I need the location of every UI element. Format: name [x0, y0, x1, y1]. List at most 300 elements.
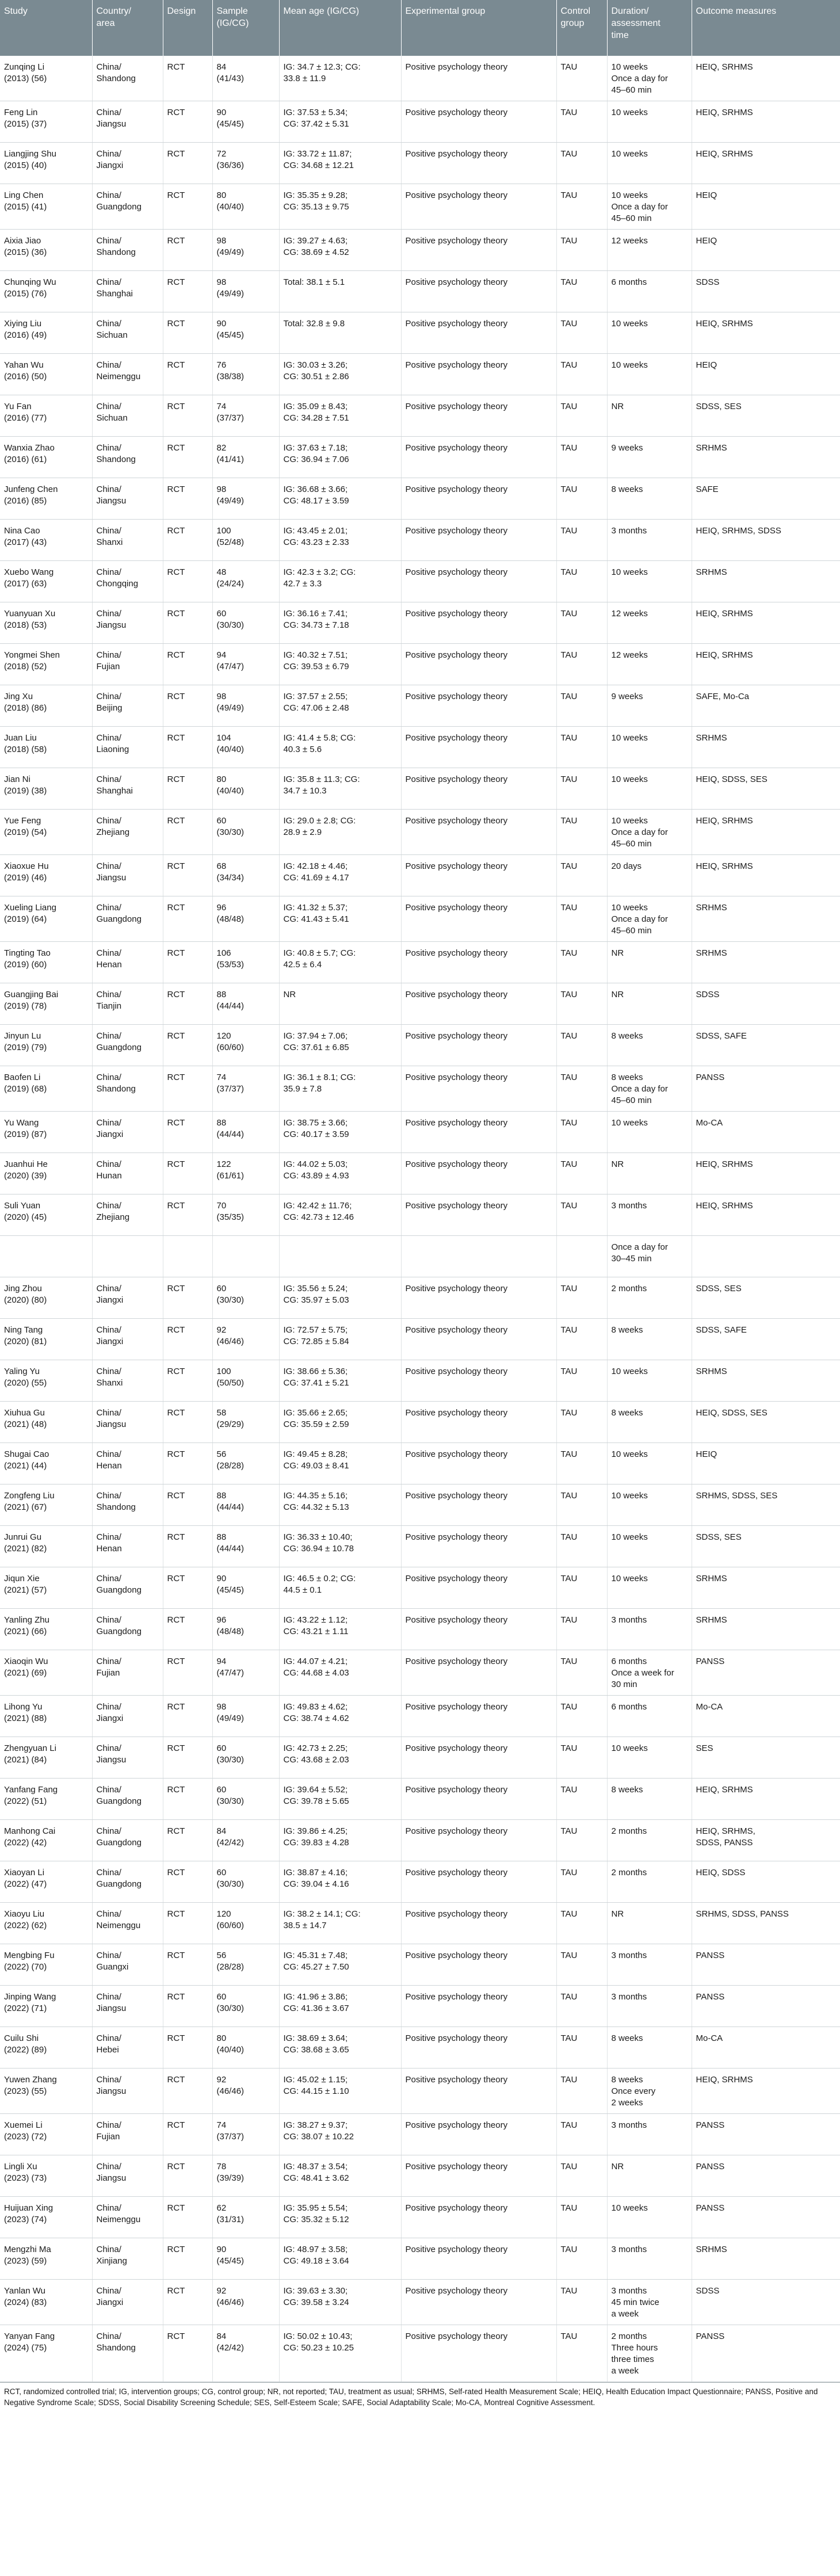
outcome-measures-cell: Mo-CA [692, 2027, 840, 2069]
design-cell: RCT [163, 768, 212, 810]
mean-age-cell: IG: 39.27 ± 4.63; CG: 38.69 ± 4.52 [279, 230, 401, 271]
sample-cell: 60 (30/30) [212, 1986, 279, 2027]
study-cell: Xiying Liu (2016) (49) [0, 312, 92, 354]
sample-cell: 80 (40/40) [212, 2027, 279, 2069]
design-cell: RCT [163, 1696, 212, 1737]
sample-cell: 74 (37/37) [212, 395, 279, 437]
country-cell: China/ Jiangsu [92, 2069, 163, 2114]
table-row [0, 2197, 840, 2238]
sample-cell: 80 (40/40) [212, 184, 279, 230]
outcome-measures-cell: HEIQ, SRHMS [692, 1194, 840, 1236]
outcome-measures-cell: HEIQ [692, 1443, 840, 1484]
mean-age-cell: IG: 40.8 ± 5.7; CG: 42.5 ± 6.4 [279, 942, 401, 983]
duration-cell: 10 weeks [607, 2197, 692, 2238]
column-header: Country/ area [92, 0, 163, 56]
table-row [0, 1153, 840, 1194]
experimental-group-cell: Positive psychology theory [401, 1861, 556, 1903]
country-cell: China/ Guangdong [92, 1025, 163, 1066]
mean-age-cell: IG: 49.83 ± 4.62; CG: 38.74 ± 4.62 [279, 1696, 401, 1737]
country-cell: China/ Sichuan [92, 312, 163, 354]
country-cell: China/ Jiangsu [92, 602, 163, 644]
mean-age-cell: IG: 36.33 ± 10.40; CG: 36.94 ± 10.78 [279, 1526, 401, 1567]
column-header: Sample (IG/CG) [212, 0, 279, 56]
table-row [0, 1194, 840, 1236]
duration-cell: 8 weeks [607, 1402, 692, 1443]
design-cell: RCT [163, 354, 212, 395]
outcome-measures-cell: SRHMS [692, 727, 840, 768]
table-row [0, 354, 840, 395]
study-cell: Huijuan Xing (2023) (74) [0, 2197, 92, 2238]
sample-cell: 90 (45/45) [212, 2238, 279, 2280]
duration-cell: 10 weeks [607, 561, 692, 602]
outcome-measures-cell: HEIQ, SRHMS [692, 143, 840, 184]
outcome-measures-cell [692, 1236, 840, 1277]
study-cell: Junrui Gu (2021) (82) [0, 1526, 92, 1567]
design-cell: RCT [163, 727, 212, 768]
experimental-group-cell: Positive psychology theory [401, 727, 556, 768]
country-cell: China/ Shanghai [92, 271, 163, 312]
experimental-group-cell: Positive psychology theory [401, 1986, 556, 2027]
control-group-cell: TAU [556, 1737, 607, 1779]
study-cell: Xiaoyu Liu (2022) (62) [0, 1903, 92, 1944]
sample-cell: 104 (40/40) [212, 727, 279, 768]
control-group-cell: TAU [556, 2280, 607, 2325]
experimental-group-cell: Positive psychology theory [401, 271, 556, 312]
design-cell: RCT [163, 810, 212, 855]
outcome-measures-cell: PANSS [692, 2114, 840, 2155]
experimental-group-cell: Positive psychology theory [401, 1779, 556, 1820]
column-header: Duration/ assessment time [607, 0, 692, 56]
experimental-group-cell: Positive psychology theory [401, 1025, 556, 1066]
duration-cell: 6 months [607, 271, 692, 312]
duration-cell: 8 weeks [607, 478, 692, 520]
control-group-cell: TAU [556, 56, 607, 101]
mean-age-cell: IG: 37.53 ± 5.34; CG: 37.42 ± 5.31 [279, 101, 401, 143]
mean-age-cell: IG: 38.66 ± 5.36; CG: 37.41 ± 5.21 [279, 1360, 401, 1402]
design-cell: RCT [163, 896, 212, 942]
study-cell: Mengbing Fu (2022) (70) [0, 1944, 92, 1986]
table-row [0, 2027, 840, 2069]
table-row [0, 2280, 840, 2325]
study-cell: Ning Tang (2020) (81) [0, 1319, 92, 1360]
country-cell: China/ Guangdong [92, 1779, 163, 1820]
column-header: Experimental group [401, 0, 556, 56]
table-row [0, 602, 840, 644]
table-row [0, 1696, 840, 1737]
outcome-measures-cell: SDSS, SAFE [692, 1319, 840, 1360]
country-cell: China/ Guangdong [92, 184, 163, 230]
column-header: Design [163, 0, 212, 56]
duration-cell: 3 months 45 min twice a week [607, 2280, 692, 2325]
control-group-cell: TAU [556, 2027, 607, 2069]
study-cell: Chunqing Wu (2015) (76) [0, 271, 92, 312]
outcome-measures-cell: Mo-CA [692, 1696, 840, 1737]
duration-cell: NR [607, 2155, 692, 2197]
experimental-group-cell: Positive psychology theory [401, 143, 556, 184]
study-cell: Suli Yuan (2020) (45) [0, 1194, 92, 1236]
study-cell: Guangjing Bai (2019) (78) [0, 983, 92, 1025]
control-group-cell: TAU [556, 1360, 607, 1402]
sample-cell: 84 (42/42) [212, 1820, 279, 1861]
control-group-cell: TAU [556, 942, 607, 983]
duration-cell: Once a day for 30–45 min [607, 1236, 692, 1277]
sample-cell: 72 (36/36) [212, 143, 279, 184]
study-cell: Yanyan Fang (2024) (75) [0, 2325, 92, 2382]
sample-cell: 58 (29/29) [212, 1402, 279, 1443]
sample-cell: 106 (53/53) [212, 942, 279, 983]
sample-cell: 60 (30/30) [212, 1737, 279, 1779]
study-cell: Xiaoqin Wu (2021) (69) [0, 1650, 92, 1696]
table-row [0, 1820, 840, 1861]
control-group-cell: TAU [556, 1779, 607, 1820]
experimental-group-cell: Positive psychology theory [401, 855, 556, 896]
duration-cell: NR [607, 942, 692, 983]
sample-cell: 80 (40/40) [212, 768, 279, 810]
study-cell: Tingting Tao (2019) (60) [0, 942, 92, 983]
experimental-group-cell: Positive psychology theory [401, 230, 556, 271]
country-cell: China/ Guangdong [92, 1567, 163, 1609]
study-cell: Xueling Liang (2019) (64) [0, 896, 92, 942]
outcome-measures-cell: HEIQ, SRHMS, SDSS [692, 520, 840, 561]
sample-cell: 96 (48/48) [212, 1609, 279, 1650]
experimental-group-cell: Positive psychology theory [401, 2280, 556, 2325]
sample-cell: 92 (46/46) [212, 1319, 279, 1360]
design-cell: RCT [163, 520, 212, 561]
mean-age-cell: IG: 36.1 ± 8.1; CG: 35.9 ± 7.8 [279, 1066, 401, 1112]
control-group-cell: TAU [556, 230, 607, 271]
design-cell: RCT [163, 1153, 212, 1194]
duration-cell: 12 weeks [607, 230, 692, 271]
duration-cell: 12 weeks [607, 644, 692, 685]
table-row [0, 768, 840, 810]
experimental-group-cell: Positive psychology theory [401, 1944, 556, 1986]
outcome-measures-cell: SAFE [692, 478, 840, 520]
experimental-group-cell: Positive psychology theory [401, 520, 556, 561]
outcome-measures-cell: Mo-CA [692, 1112, 840, 1153]
study-cell: Xiuhua Gu (2021) (48) [0, 1402, 92, 1443]
country-cell: China/ Guangdong [92, 896, 163, 942]
table-row [0, 230, 840, 271]
table-row [0, 942, 840, 983]
column-header: Outcome measures [692, 0, 840, 56]
study-cell: Zhengyuan Li (2021) (84) [0, 1737, 92, 1779]
experimental-group-cell: Positive psychology theory [401, 1194, 556, 1236]
duration-cell: 8 weeks [607, 2027, 692, 2069]
design-cell: RCT [163, 2027, 212, 2069]
outcome-measures-cell: SES [692, 1737, 840, 1779]
sample-cell: 84 (41/43) [212, 56, 279, 101]
outcome-measures-cell: HEIQ, SDSS, SES [692, 1402, 840, 1443]
duration-cell: 9 weeks [607, 437, 692, 478]
experimental-group-cell: Positive psychology theory [401, 1443, 556, 1484]
experimental-group-cell: Positive psychology theory [401, 56, 556, 101]
sample-cell: 56 (28/28) [212, 1944, 279, 1986]
design-cell: RCT [163, 2114, 212, 2155]
experimental-group-cell: Positive psychology theory [401, 2069, 556, 2114]
control-group-cell: TAU [556, 1986, 607, 2027]
outcome-measures-cell: PANSS [692, 1650, 840, 1696]
table-row [0, 644, 840, 685]
table-row [0, 1066, 840, 1112]
sample-cell: 120 (60/60) [212, 1025, 279, 1066]
experimental-group-cell: Positive psychology theory [401, 1609, 556, 1650]
design-cell: RCT [163, 1567, 212, 1609]
control-group-cell: TAU [556, 2238, 607, 2280]
study-cell: Manhong Cai (2022) (42) [0, 1820, 92, 1861]
table-row [0, 727, 840, 768]
experimental-group-cell: Positive psychology theory [401, 2114, 556, 2155]
experimental-group-cell: Positive psychology theory [401, 1820, 556, 1861]
control-group-cell: TAU [556, 1567, 607, 1609]
outcome-measures-cell: SRHMS, SDSS, PANSS [692, 1903, 840, 1944]
control-group-cell: TAU [556, 1112, 607, 1153]
mean-age-cell: IG: 43.45 ± 2.01; CG: 43.23 ± 2.33 [279, 520, 401, 561]
table-row [0, 1319, 840, 1360]
mean-age-cell: IG: 41.4 ± 5.8; CG: 40.3 ± 5.6 [279, 727, 401, 768]
duration-cell: 10 weeks [607, 143, 692, 184]
mean-age-cell: IG: 48.37 ± 3.54; CG: 48.41 ± 3.62 [279, 2155, 401, 2197]
study-cell: Xuemei Li (2023) (72) [0, 2114, 92, 2155]
country-cell: China/ Jiangxi [92, 1696, 163, 1737]
design-cell: RCT [163, 1650, 212, 1696]
mean-age-cell: Total: 38.1 ± 5.1 [279, 271, 401, 312]
outcome-measures-cell: HEIQ, SRHMS [692, 1779, 840, 1820]
sample-cell: 60 (30/30) [212, 1277, 279, 1319]
control-group-cell: TAU [556, 644, 607, 685]
sample-cell: 84 (42/42) [212, 2325, 279, 2382]
duration-cell: 8 weeks [607, 1025, 692, 1066]
duration-cell: 10 weeks [607, 101, 692, 143]
outcome-measures-cell: HEIQ, SRHMS, SDSS, PANSS [692, 1820, 840, 1861]
outcome-measures-cell: SDSS, SES [692, 1277, 840, 1319]
table-row [0, 1402, 840, 1443]
country-cell: China/ Henan [92, 1526, 163, 1567]
table-row [0, 1277, 840, 1319]
design-cell: RCT [163, 1820, 212, 1861]
design-cell: RCT [163, 2280, 212, 2325]
country-cell: China/ Jiangsu [92, 1402, 163, 1443]
design-cell: RCT [163, 1360, 212, 1402]
outcome-measures-cell: PANSS [692, 1944, 840, 1986]
experimental-group-cell: Positive psychology theory [401, 312, 556, 354]
control-group-cell: TAU [556, 2197, 607, 2238]
table-row [0, 1609, 840, 1650]
mean-age-cell: IG: 49.45 ± 8.28; CG: 49.03 ± 8.41 [279, 1443, 401, 1484]
country-cell: China/ Shandong [92, 437, 163, 478]
outcome-measures-cell: SRHMS [692, 1609, 840, 1650]
outcome-measures-cell: HEIQ, SRHMS [692, 855, 840, 896]
study-cell [0, 1236, 92, 1277]
outcome-measures-cell: PANSS [692, 2325, 840, 2382]
design-cell: RCT [163, 395, 212, 437]
design-cell [163, 1236, 212, 1277]
duration-cell: 10 weeks [607, 1360, 692, 1402]
mean-age-cell: IG: 35.8 ± 11.3; CG: 34.7 ± 10.3 [279, 768, 401, 810]
study-cell: Yu Wang (2019) (87) [0, 1112, 92, 1153]
sample-cell: 90 (45/45) [212, 312, 279, 354]
duration-cell: 10 weeks [607, 1112, 692, 1153]
country-cell: China/ Hunan [92, 1153, 163, 1194]
table-row [0, 312, 840, 354]
country-cell: China/ Guangxi [92, 1944, 163, 1986]
design-cell: RCT [163, 983, 212, 1025]
study-cell: Yanling Zhu (2021) (66) [0, 1609, 92, 1650]
sample-cell: 74 (37/37) [212, 1066, 279, 1112]
design-cell: RCT [163, 1194, 212, 1236]
experimental-group-cell: Positive psychology theory [401, 983, 556, 1025]
experimental-group-cell: Positive psychology theory [401, 768, 556, 810]
study-cell: Yahan Wu (2016) (50) [0, 354, 92, 395]
mean-age-cell: IG: 35.35 ± 9.28; CG: 35.13 ± 9.75 [279, 184, 401, 230]
design-cell: RCT [163, 2325, 212, 2382]
table-row [0, 1861, 840, 1903]
duration-cell: 10 weeks Once a day for 45–60 min [607, 896, 692, 942]
control-group-cell: TAU [556, 1861, 607, 1903]
sample-cell: 48 (24/24) [212, 561, 279, 602]
outcome-measures-cell: SRHMS, SDSS, SES [692, 1484, 840, 1526]
duration-cell: 8 weeks Once every 2 weeks [607, 2069, 692, 2114]
study-cell: Liangjing Shu (2015) (40) [0, 143, 92, 184]
experimental-group-cell: Positive psychology theory [401, 1112, 556, 1153]
design-cell: RCT [163, 1484, 212, 1526]
country-cell: China/ Shanghai [92, 768, 163, 810]
outcome-measures-cell: HEIQ, SDSS [692, 1861, 840, 1903]
column-header: Study [0, 0, 92, 56]
country-cell: China/ Hebei [92, 2027, 163, 2069]
experimental-group-cell: Positive psychology theory [401, 896, 556, 942]
duration-cell: 2 months [607, 1861, 692, 1903]
control-group-cell: TAU [556, 1443, 607, 1484]
mean-age-cell: IG: 35.56 ± 5.24; CG: 35.97 ± 5.03 [279, 1277, 401, 1319]
country-cell: China/ Fujian [92, 644, 163, 685]
table-footnote: RCT, randomized controlled trial; IG, intervention groups; CG, control group; NR, not reported; TAU, treatment as usual; SRHMS, Self-rated Health Measurement Scale; HEIQ, Health Education Impact Questionnaire; PANSS, Positive and Negative Syndrome Scale; SDSS, Social Disability Screening Schedule; SES, Self-Esteem Scale; SAFE, Social Adaptability Scale; Mo-CA, Montreal Cognitive Assessment. [0, 2382, 840, 2413]
table-row [0, 2114, 840, 2155]
study-cell: Jing Zhou (2020) (80) [0, 1277, 92, 1319]
control-group-cell: TAU [556, 2069, 607, 2114]
country-cell: China/ Beijing [92, 685, 163, 727]
outcome-measures-cell: SDSS [692, 983, 840, 1025]
study-cell: Yuwen Zhang (2023) (55) [0, 2069, 92, 2114]
sample-cell: 82 (41/41) [212, 437, 279, 478]
table-row [0, 561, 840, 602]
design-cell: RCT [163, 143, 212, 184]
experimental-group-cell: Positive psychology theory [401, 1737, 556, 1779]
table-row [0, 437, 840, 478]
duration-cell: 10 weeks [607, 312, 692, 354]
duration-cell: NR [607, 983, 692, 1025]
mean-age-cell: IG: 37.63 ± 7.18; CG: 36.94 ± 7.06 [279, 437, 401, 478]
design-cell: RCT [163, 855, 212, 896]
design-cell: RCT [163, 602, 212, 644]
experimental-group-cell: Positive psychology theory [401, 101, 556, 143]
mean-age-cell: IG: 39.86 ± 4.25; CG: 39.83 ± 4.28 [279, 1820, 401, 1861]
country-cell: China/ Jiangxi [92, 1112, 163, 1153]
country-cell: China/ Zhejiang [92, 810, 163, 855]
country-cell: China/ Neimenggu [92, 2197, 163, 2238]
outcome-measures-cell: HEIQ, SRHMS [692, 101, 840, 143]
design-cell: RCT [163, 685, 212, 727]
mean-age-cell: IG: 38.69 ± 3.64; CG: 38.68 ± 3.65 [279, 2027, 401, 2069]
design-cell: RCT [163, 1319, 212, 1360]
study-cell: Yue Feng (2019) (54) [0, 810, 92, 855]
control-group-cell: TAU [556, 437, 607, 478]
design-cell: RCT [163, 1779, 212, 1820]
control-group-cell: TAU [556, 2114, 607, 2155]
study-cell: Nina Cao (2017) (43) [0, 520, 92, 561]
country-cell: China/ Jiangxi [92, 1319, 163, 1360]
mean-age-cell: IG: 42.18 ± 4.46; CG: 41.69 ± 4.17 [279, 855, 401, 896]
table-row [0, 1903, 840, 1944]
experimental-group-cell: Positive psychology theory [401, 1319, 556, 1360]
outcome-measures-cell: SDSS, SES [692, 395, 840, 437]
outcome-measures-cell: HEIQ, SRHMS [692, 312, 840, 354]
sample-cell: 70 (35/35) [212, 1194, 279, 1236]
sample-cell: 90 (45/45) [212, 101, 279, 143]
sample-cell: 68 (34/34) [212, 855, 279, 896]
design-cell: RCT [163, 1025, 212, 1066]
duration-cell: 2 months [607, 1820, 692, 1861]
design-cell: RCT [163, 2069, 212, 2114]
outcome-measures-cell: HEIQ, SRHMS [692, 810, 840, 855]
country-cell: China/ Fujian [92, 2114, 163, 2155]
mean-age-cell [279, 1236, 401, 1277]
experimental-group-cell: Positive psychology theory [401, 1153, 556, 1194]
study-cell: Shugai Cao (2021) (44) [0, 1443, 92, 1484]
control-group-cell: TAU [556, 1484, 607, 1526]
duration-cell: 3 months [607, 1944, 692, 1986]
table-row [0, 1112, 840, 1153]
country-cell: China/ Jiangxi [92, 143, 163, 184]
control-group-cell: TAU [556, 1319, 607, 1360]
experimental-group-cell: Positive psychology theory [401, 395, 556, 437]
outcome-measures-cell: PANSS [692, 1066, 840, 1112]
duration-cell: 2 months Three hours three times a week [607, 2325, 692, 2382]
table-row [0, 1443, 840, 1484]
control-group-cell: TAU [556, 983, 607, 1025]
outcome-measures-cell: HEIQ, SRHMS [692, 2069, 840, 2114]
study-cell: Juan Liu (2018) (58) [0, 727, 92, 768]
outcome-measures-cell: HEIQ [692, 230, 840, 271]
control-group-cell: TAU [556, 727, 607, 768]
sample-cell: 94 (47/47) [212, 644, 279, 685]
control-group-cell: TAU [556, 184, 607, 230]
duration-cell: 2 months [607, 1277, 692, 1319]
sample-cell [212, 1236, 279, 1277]
duration-cell: 8 weeks Once a day for 45–60 min [607, 1066, 692, 1112]
control-group-cell: TAU [556, 685, 607, 727]
sample-cell: 98 (49/49) [212, 1696, 279, 1737]
country-cell: China/ Xinjiang [92, 2238, 163, 2280]
design-cell: RCT [163, 1112, 212, 1153]
sample-cell: 98 (49/49) [212, 685, 279, 727]
table-row [0, 685, 840, 727]
outcome-measures-cell: SRHMS [692, 1567, 840, 1609]
mean-age-cell: IG: 44.02 ± 5.03; CG: 43.89 ± 4.93 [279, 1153, 401, 1194]
sample-cell: 60 (30/30) [212, 602, 279, 644]
mean-age-cell: Total: 32.8 ± 9.8 [279, 312, 401, 354]
study-cell: Lingli Xu (2023) (73) [0, 2155, 92, 2197]
control-group-cell: TAU [556, 1194, 607, 1236]
table-row [0, 56, 840, 101]
sample-cell: 60 (30/30) [212, 1861, 279, 1903]
duration-cell: 10 weeks [607, 354, 692, 395]
control-group-cell: TAU [556, 354, 607, 395]
control-group-cell: TAU [556, 561, 607, 602]
outcome-measures-cell: SDSS, SAFE [692, 1025, 840, 1066]
duration-cell: 10 weeks [607, 1526, 692, 1567]
duration-cell: 3 months [607, 1194, 692, 1236]
country-cell: China/ Jiangsu [92, 1986, 163, 2027]
